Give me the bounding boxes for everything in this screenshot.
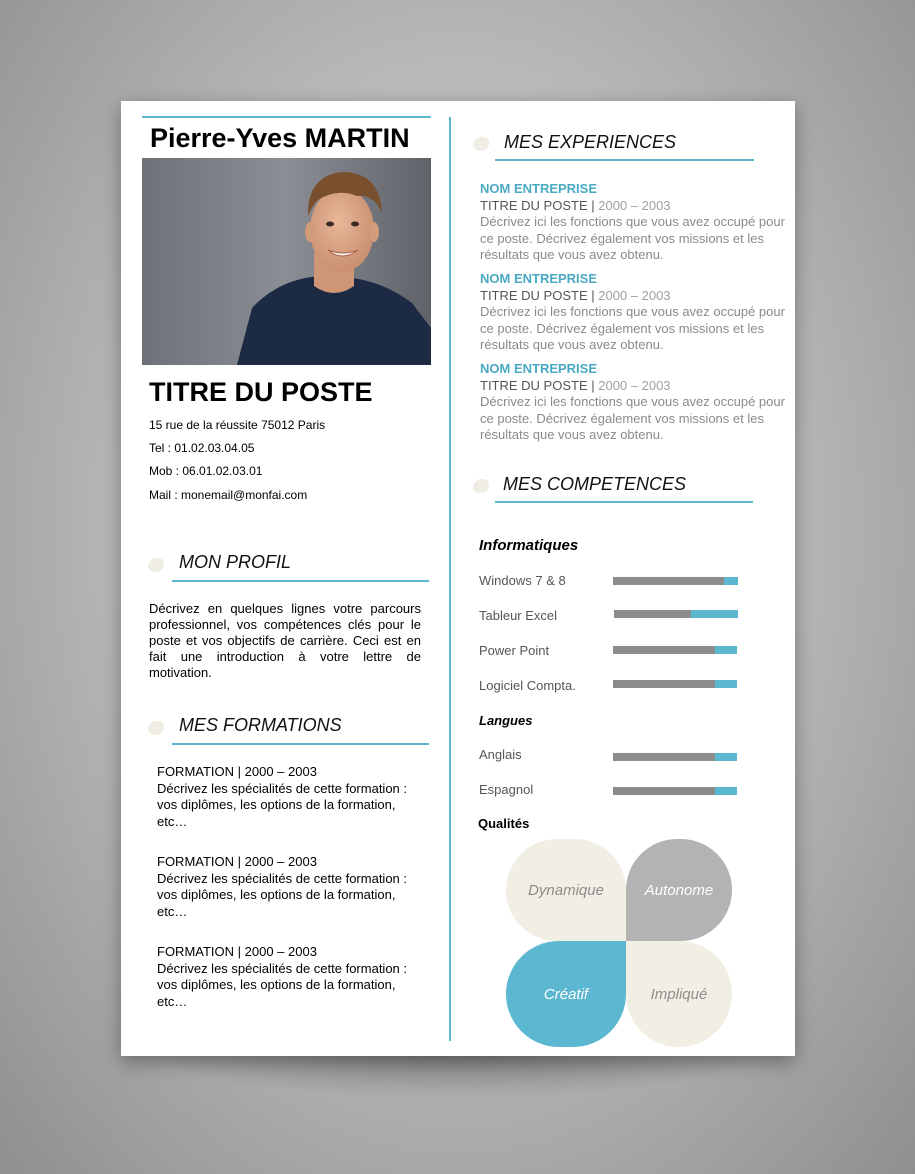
- experience-desc: Décrivez ici les fonctions que vous avez occupé pour ce poste. Décrivez également vos missions et les résultats que vous avez obtenu.: [480, 304, 785, 352]
- skills-title-rule: [495, 501, 753, 503]
- skill-bar-fill: [613, 646, 715, 654]
- experience-item: [480, 271, 792, 354]
- candidate-name: Pierre-Yves MARTIN: [150, 123, 410, 153]
- experience-desc: Décrivez ici les fonctions que vous avez occupé pour ce poste. Décrivez également vos missions et les résultats que vous avez obtenu.: [480, 394, 785, 442]
- experience-item: [480, 361, 792, 444]
- experience-years: 2000 – 2003: [598, 197, 671, 213]
- experience-item: [480, 181, 792, 264]
- qualites-heading: Qualités: [478, 816, 530, 831]
- skill-label: Espagnol: [479, 782, 534, 797]
- quality-petal: Autonome: [626, 839, 732, 941]
- profile-section-title: MON PROFIL: [179, 552, 292, 572]
- informatiques-heading: Informatiques: [479, 537, 579, 554]
- address-line: 15 rue de la réussite 75012 Paris: [149, 418, 326, 432]
- formation-item: [157, 854, 427, 920]
- skill-bar: [614, 610, 738, 618]
- formations-section-bullet: [148, 721, 164, 735]
- skill-label: Anglais: [479, 747, 522, 762]
- formation-heading: FORMATION | 2000 – 2003: [157, 854, 317, 869]
- skills-section-title: MES COMPETENCES: [503, 474, 687, 494]
- skill-bar: [613, 787, 737, 795]
- cv-page: [121, 101, 795, 1056]
- formations-title-rule: [172, 743, 429, 745]
- skill-label: Power Point: [479, 643, 550, 658]
- formation-item: [157, 764, 427, 830]
- experience-desc: Décrivez ici les fonctions que vous avez occupé pour ce poste. Décrivez également vos missions et les résultats que vous avez obtenu.: [480, 214, 785, 262]
- skill-label: Logiciel Compta.: [479, 678, 576, 693]
- job-title: TITRE DU POSTE: [149, 377, 373, 407]
- skill-bar-fill: [614, 610, 691, 618]
- profile-section-bullet: [148, 558, 164, 572]
- experiences-section-bullet: [473, 137, 489, 151]
- experience-years: 2000 – 2003: [598, 377, 671, 393]
- column-divider: [449, 117, 451, 1041]
- langues-heading: Langues: [479, 713, 533, 728]
- company-name: NOM ENTREPRISE: [480, 181, 598, 196]
- quality-petal: Créatif: [506, 941, 626, 1047]
- skill-label: Tableur Excel: [479, 608, 558, 623]
- name-top-rule: [142, 116, 431, 118]
- experience-role: TITRE DU POSTE |: [480, 197, 595, 213]
- formation-desc: Décrivez les spécialités de cette formation : vos diplômes, les options de la formation, etc…: [157, 960, 407, 1009]
- profile-title-rule: [172, 580, 429, 582]
- experience-role: TITRE DU POSTE |: [480, 287, 595, 303]
- formation-item: [157, 944, 427, 1010]
- skill-bar-fill: [613, 680, 715, 688]
- mail-line: Mail : monemail@monfai.com: [149, 488, 308, 502]
- formation-desc: Décrivez les spécialités de cette formation : vos diplômes, les options de la formation, etc…: [157, 870, 407, 919]
- quality-petal: Impliqué: [626, 941, 732, 1047]
- skill-bar-fill: [613, 753, 715, 761]
- experience-role: TITRE DU POSTE |: [480, 377, 595, 393]
- skill-bar-fill: [613, 787, 715, 795]
- company-name: NOM ENTREPRISE: [480, 361, 598, 376]
- tel-line: Tel : 01.02.03.04.05: [149, 441, 255, 455]
- skill-label: Windows 7 & 8: [479, 573, 566, 588]
- skill-bar: [613, 646, 737, 654]
- experience-years: 2000 – 2003: [598, 287, 671, 303]
- skill-bar: [613, 577, 738, 585]
- skill-bar: [613, 753, 737, 761]
- mob-line: Mob : 06.01.02.03.01: [149, 464, 263, 478]
- formation-heading: FORMATION | 2000 – 2003: [157, 944, 317, 959]
- company-name: NOM ENTREPRISE: [480, 271, 598, 286]
- portrait-image: [142, 158, 431, 365]
- skill-bar-fill: [613, 577, 724, 585]
- formation-heading: FORMATION | 2000 – 2003: [157, 764, 317, 779]
- profile-text: Décrivez en quelques lignes votre parcours professionnel, vos compétences clés pour le poste et vos objectifs de carrière. Ceci est en fait une introduction à votre lettre de motivation.: [149, 601, 421, 680]
- profile-photo: [142, 158, 431, 365]
- skill-bar: [613, 680, 737, 688]
- formation-desc: Décrivez les spécialités de cette formation : vos diplômes, les options de la formation, etc…: [157, 780, 407, 829]
- quality-petal: Dynamique: [506, 839, 626, 941]
- experiences-title-rule: [495, 159, 754, 161]
- formations-section-title: MES FORMATIONS: [179, 715, 342, 735]
- skills-section-bullet: [473, 479, 489, 493]
- experiences-section-title: MES EXPERIENCES: [504, 132, 677, 152]
